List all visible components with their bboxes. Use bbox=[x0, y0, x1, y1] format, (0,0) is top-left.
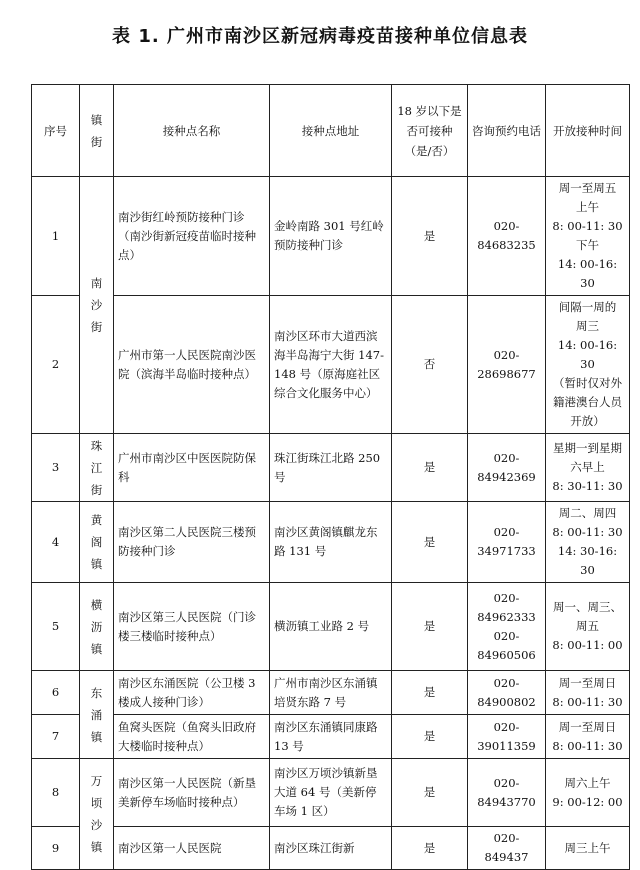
table-row bbox=[32, 177, 630, 296]
cell-phone: 020-84943770 bbox=[468, 759, 546, 827]
table-row bbox=[32, 502, 630, 583]
cell-phone: 020-28698677 bbox=[468, 296, 546, 434]
header-town: 镇街 bbox=[80, 85, 114, 177]
cell-hours: 间隔一周的 周三 14: 00-16: 30 （暂时仅对外籍港澳台人员开放） bbox=[546, 296, 630, 434]
cell-phone: 020-84683235 bbox=[468, 177, 546, 296]
cell-site: 南沙区第一人民医院（新垦美新停车场临时接种点） bbox=[114, 759, 270, 827]
table-row bbox=[32, 759, 630, 827]
cell-site: 广州市南沙区中医医院防保科 bbox=[114, 434, 270, 502]
cell-town: 黄阁镇 bbox=[80, 502, 114, 583]
cell-hours: 周六上午 9: 00-12: 00 bbox=[546, 759, 630, 827]
cell-phone: 020-849437 bbox=[468, 827, 546, 870]
cell-site: 广州市第一人民医院南沙医院（滨海半岛临时接种点） bbox=[114, 296, 270, 434]
cell-under18: 是 bbox=[392, 671, 468, 715]
cell-hours: 周三上午 bbox=[546, 827, 630, 870]
cell-under18: 是 bbox=[392, 502, 468, 583]
cell-phone: 020-34971733 bbox=[468, 502, 546, 583]
table-row bbox=[32, 434, 630, 502]
cell-under18: 是 bbox=[392, 827, 468, 870]
cell-address: 横沥镇工业路 2 号 bbox=[270, 583, 392, 671]
header-under18: 18 岁以下是否可接种（是/否） bbox=[392, 85, 468, 177]
cell-address: 南沙区东涌镇同康路 13 号 bbox=[270, 715, 392, 759]
cell-under18: 是 bbox=[392, 759, 468, 827]
cell-site: 鱼窝头医院（鱼窝头旧政府大楼临时接种点） bbox=[114, 715, 270, 759]
cell-town: 横沥镇 bbox=[80, 583, 114, 671]
header-address: 接种点地址 bbox=[270, 85, 392, 177]
cell-site: 南沙区东涌医院（公卫楼 3 楼成人接种门诊） bbox=[114, 671, 270, 715]
cell-under18: 是 bbox=[392, 177, 468, 296]
cell-hours: 星期一到星期六早上 8: 30-11: 30 bbox=[546, 434, 630, 502]
table-row bbox=[32, 715, 630, 759]
vaccination-sites-table bbox=[31, 84, 630, 870]
cell-site: 南沙区第一人民医院 bbox=[114, 827, 270, 870]
cell-under18: 是 bbox=[392, 434, 468, 502]
cell-phone: 020-84942369 bbox=[468, 434, 546, 502]
cell-no: 7 bbox=[32, 715, 80, 759]
header-phone: 咨询预约电话 bbox=[468, 85, 546, 177]
table-row bbox=[32, 296, 630, 434]
table-header-row bbox=[32, 85, 630, 177]
cell-address: 南沙区万顷沙镇新垦大道 64 号（美新停车场 1 区） bbox=[270, 759, 392, 827]
cell-no: 9 bbox=[32, 827, 80, 870]
cell-no: 3 bbox=[32, 434, 80, 502]
cell-site: 南沙街红岭预防接种门诊（南沙街新冠疫苗临时接种点） bbox=[114, 177, 270, 296]
cell-address: 南沙区珠江街新 bbox=[270, 827, 392, 870]
cell-address: 南沙区黄阁镇麒龙东路 131 号 bbox=[270, 502, 392, 583]
cell-no: 1 bbox=[32, 177, 80, 296]
cell-town: 珠江街 bbox=[80, 434, 114, 502]
cell-no: 2 bbox=[32, 296, 80, 434]
table-row bbox=[32, 671, 630, 715]
header-site: 接种点名称 bbox=[114, 85, 270, 177]
cell-town: 东涌镇 bbox=[80, 671, 114, 759]
cell-under18: 是 bbox=[392, 715, 468, 759]
cell-address: 珠江街珠江北路 250 号 bbox=[270, 434, 392, 502]
cell-phone: 020-39011359 bbox=[468, 715, 546, 759]
cell-town: 南沙街 bbox=[80, 177, 114, 434]
cell-hours: 周一、周三、周五 8: 00-11: 00 bbox=[546, 583, 630, 671]
cell-site: 南沙区第二人民医院三楼预防接种门诊 bbox=[114, 502, 270, 583]
header-hours: 开放接种时间 bbox=[546, 85, 630, 177]
cell-no: 4 bbox=[32, 502, 80, 583]
header-no: 序号 bbox=[32, 85, 80, 177]
cell-under18: 是 bbox=[392, 583, 468, 671]
cell-hours: 周一至周日 8: 00-11: 30 bbox=[546, 715, 630, 759]
cell-hours: 周二、周四 8: 00-11: 30 14: 30-16: 30 bbox=[546, 502, 630, 583]
document-title: 表 1. 广州市南沙区新冠病毒疫苗接种单位信息表 bbox=[112, 26, 528, 47]
cell-hours: 周一至周日 8: 00-11: 30 bbox=[546, 671, 630, 715]
cell-phone: 020-84900802 bbox=[468, 671, 546, 715]
cell-site: 南沙区第三人民医院（门诊楼三楼临时接种点） bbox=[114, 583, 270, 671]
cell-town: 万顷沙镇 bbox=[80, 759, 114, 870]
table-row bbox=[32, 827, 630, 870]
cell-hours: 周一至周五 上午 8: 00-11: 30 下午 14: 00-16: 30 bbox=[546, 177, 630, 296]
cell-address: 广州市南沙区东涌镇培贤东路 7 号 bbox=[270, 671, 392, 715]
cell-no: 8 bbox=[32, 759, 80, 827]
cell-address: 南沙区环市大道西滨海半岛海宁大街 147-148 号（原海庭社区综合文化服务中心） bbox=[270, 296, 392, 434]
table-row bbox=[32, 583, 630, 671]
cell-address: 金岭南路 301 号红岭预防接种门诊 bbox=[270, 177, 392, 296]
cell-no: 6 bbox=[32, 671, 80, 715]
cell-under18: 否 bbox=[392, 296, 468, 434]
cell-phone: 020-84962333 020-84960506 bbox=[468, 583, 546, 671]
cell-no: 5 bbox=[32, 583, 80, 671]
